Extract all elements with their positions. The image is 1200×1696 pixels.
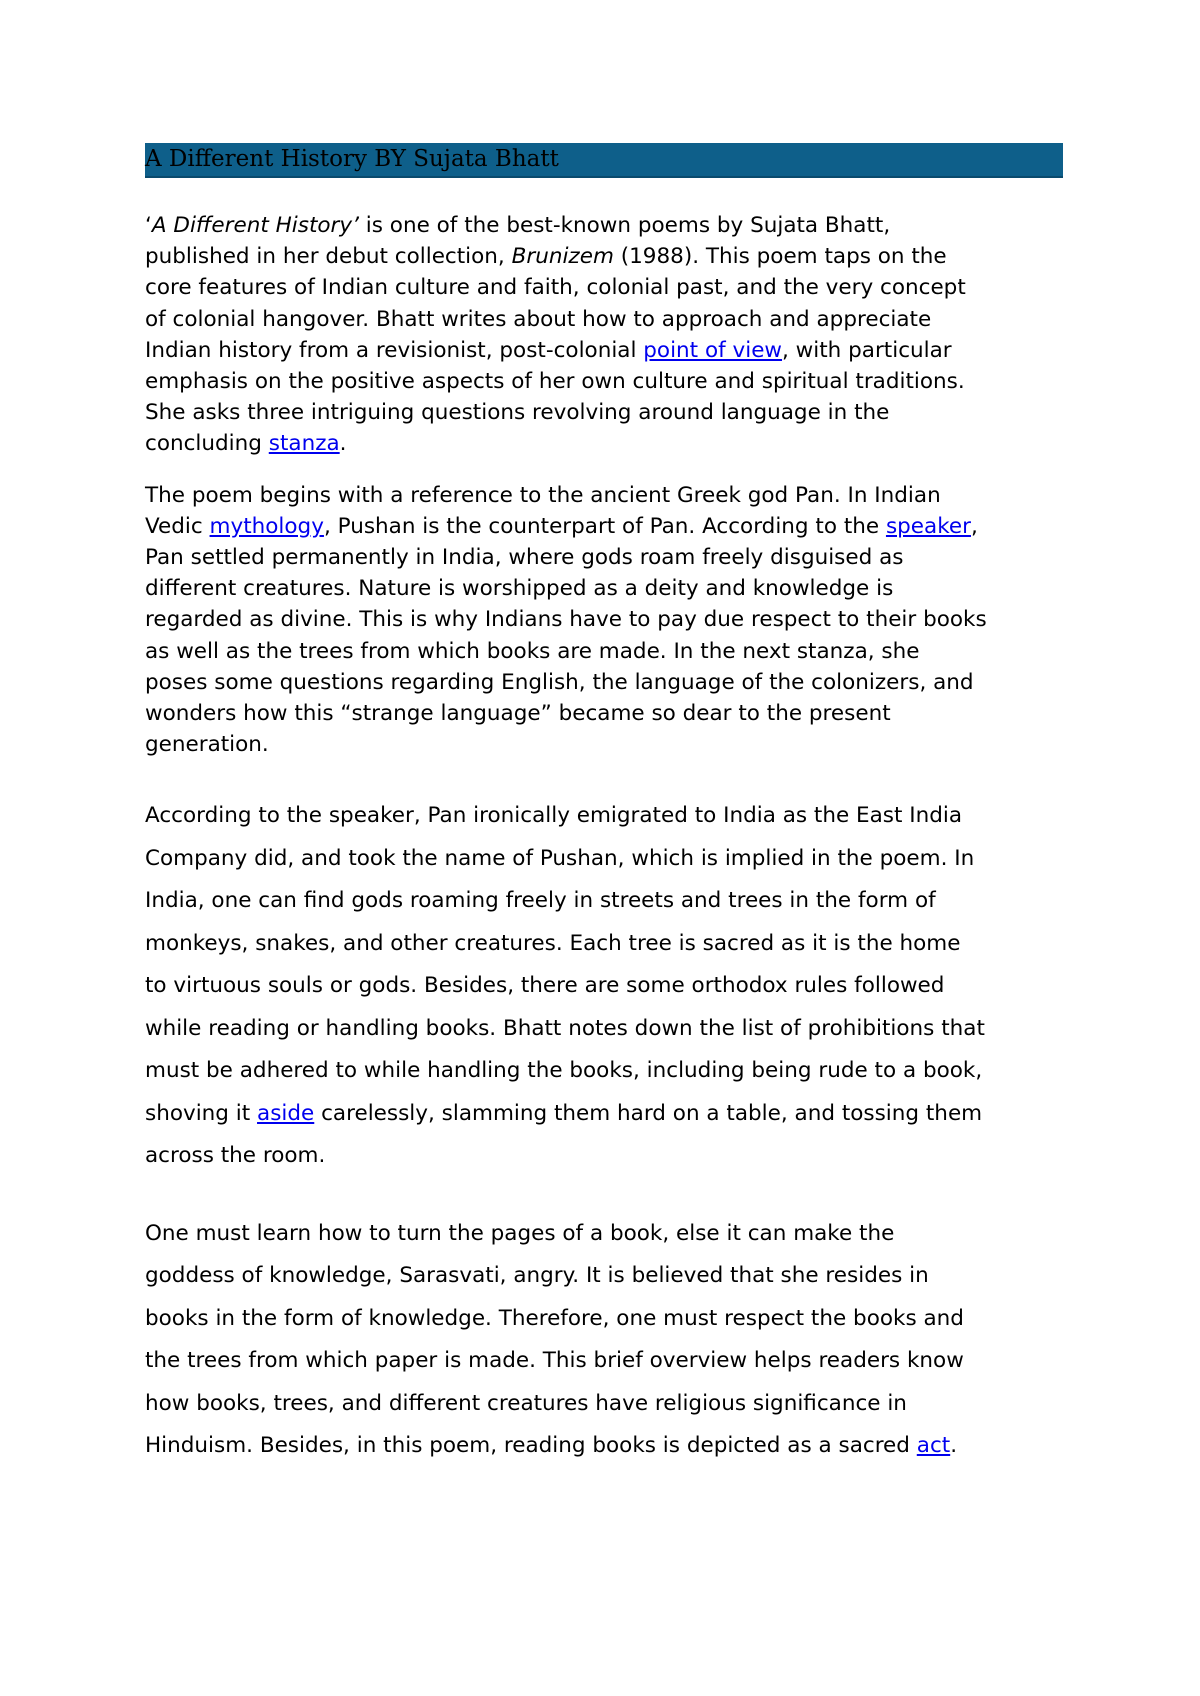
paragraph-line: different creatures. Nature is worshipped as a deity and knowledge is <box>145 576 894 602</box>
paragraph-line: concluding stanza. <box>145 431 347 457</box>
document-title: A Different History BY Sujata Bhatt <box>145 146 559 172</box>
paragraph-line: across the room. <box>145 1143 326 1169</box>
paragraph-line: According to the speaker, Pan ironically emigrated to India as the East India <box>145 803 963 829</box>
paragraph-line: core features of Indian culture and faith, colonial past, and the very concept <box>145 275 966 301</box>
paragraph-line: to virtuous souls or gods. Besides, there are some orthodox rules followed <box>145 973 945 999</box>
paragraph-conclusion <box>145 1213 1063 1468</box>
link-act[interactable]: act <box>916 1433 951 1459</box>
paragraph-line: of colonial hangover. Bhatt writes about how to approach and appreciate <box>145 306 932 332</box>
paragraph-line: Hinduism. Besides, in this poem, reading books is depicted as a sacred act. <box>145 1433 958 1459</box>
paragraph-line: poses some questions regarding English, the language of the colonizers, and <box>145 669 974 695</box>
italic-text: Brunizem <box>511 244 614 270</box>
paragraph-line: published in her debut collection, Brunizem (1988). This poem taps on the <box>145 244 947 270</box>
paragraph-line: India, one can find gods roaming freely in streets and trees in the form of <box>145 888 936 914</box>
paragraph-line: as well as the trees from which books are made. In the next stanza, she <box>145 638 920 664</box>
link-aside[interactable]: aside <box>257 1100 315 1126</box>
paragraph-intro <box>145 210 1063 460</box>
paragraph-line: generation. <box>145 732 269 758</box>
paragraph-line: Pan settled permanently in India, where gods roam freely disguised as <box>145 545 904 571</box>
paragraph-line: monkeys, snakes, and other creatures. Each tree is sacred as it is the home <box>145 930 961 956</box>
paragraph-line: She asks three intriguing questions revolving around language in the <box>145 400 890 426</box>
paragraph-line: books in the form of knowledge. Therefore, one must respect the books and <box>145 1305 964 1331</box>
paragraph-line: must be adhered to while handling the books, including being rude to a book, <box>145 1058 983 1084</box>
paragraph-line: Vedic mythology, Pushan is the counterpart of Pan. According to the speaker, <box>145 513 978 539</box>
title-bar <box>145 143 1063 178</box>
link-point-of-view[interactable]: point of view <box>643 337 783 363</box>
link-stanza[interactable]: stanza <box>268 431 340 457</box>
paragraph-line: how books, trees, and different creatures have religious significance in <box>145 1390 907 1416</box>
paragraph-line: while reading or handling books. Bhatt notes down the list of prohibitions that <box>145 1015 985 1041</box>
paragraph-line: ‘A Different History’ is one of the best-known poems by Sujata Bhatt, <box>145 213 891 238</box>
paragraph-line: Company did, and took the name of Pushan, which is implied in the poem. In <box>145 845 975 871</box>
paragraph-line: Indian history from a revisionist, post-colonial point of view, with particular <box>145 337 952 363</box>
paragraph-line: regarded as divine. This is why Indians have to pay due respect to their books <box>145 607 987 633</box>
italic-text: A Different History’ <box>151 213 359 238</box>
paragraph-line: goddess of knowledge, Sarasvati, angry. It is believed that she resides in <box>145 1263 929 1289</box>
paragraph-line: emphasis on the positive aspects of her own culture and spiritual traditions. <box>145 369 965 395</box>
paragraph-line: The poem begins with a reference to the ancient Greek god Pan. In Indian <box>145 482 941 508</box>
document-page <box>145 143 1063 1468</box>
paragraph-line: the trees from which paper is made. This brief overview helps readers know <box>145 1348 964 1374</box>
paragraph-line: One must learn how to turn the pages of a book, else it can make the <box>145 1220 895 1246</box>
link-speaker[interactable]: speaker <box>885 513 971 539</box>
paragraph-summary <box>145 480 1063 761</box>
paragraph-line: wonders how this “strange language” became so dear to the present <box>145 701 891 727</box>
link-mythology[interactable]: mythology <box>209 513 324 539</box>
paragraph-line: shoving it aside carelessly, slamming them hard on a table, and tossing them <box>145 1100 983 1126</box>
paragraph-analysis <box>145 795 1063 1178</box>
